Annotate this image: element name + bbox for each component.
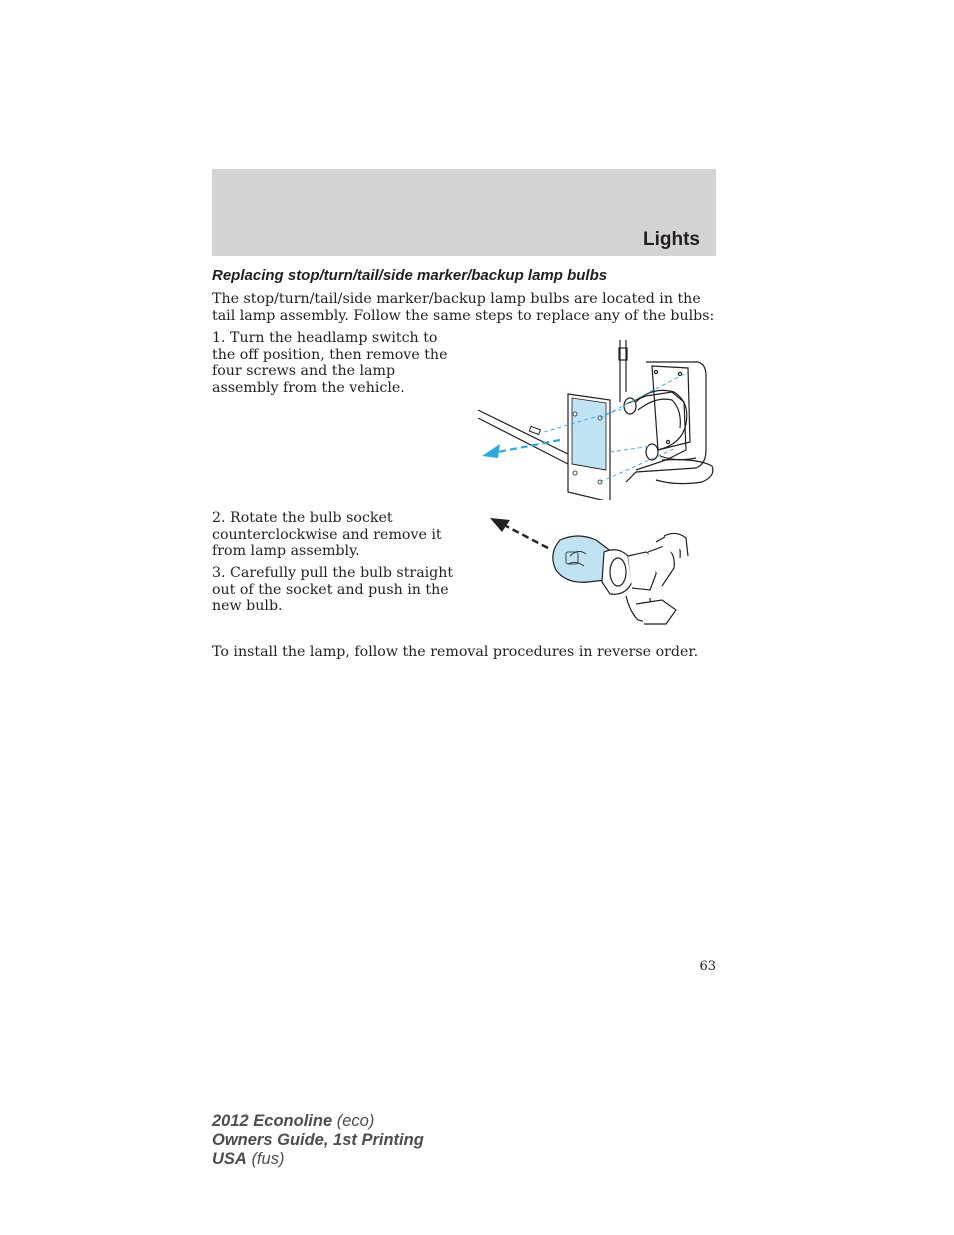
- footer-model-code: (eco): [336, 1112, 375, 1130]
- section-header-band: [212, 169, 716, 256]
- outro-paragraph: To install the lamp, follow the removal procedures in reverse order.: [212, 644, 699, 660]
- socket-icon: [602, 533, 688, 624]
- footer-region: USA: [212, 1150, 247, 1168]
- section-title: Lights: [643, 229, 700, 250]
- footer-imprint: [212, 1112, 424, 1169]
- bulb-removal-illustration: [486, 512, 696, 630]
- footer-region-line: [212, 1150, 424, 1169]
- tail-lamp-removal-illustration: [476, 332, 720, 500]
- lamp-lens: [568, 394, 610, 500]
- intro-paragraph: The stop/turn/tail/side marker/backup lamp bulbs are located in the tail lamp assembly. Follow the same steps to replace any of the bulbs:: [212, 291, 715, 324]
- screw-icon: [529, 426, 540, 434]
- step-3-text: 3. Carefully pull the bulb straight out of the socket and push in the new bulb.: [212, 565, 454, 614]
- removal-arrow-icon: [482, 440, 560, 458]
- subsection-heading: Replacing stop/turn/tail/side marker/backup lamp bulbs: [212, 267, 608, 284]
- footer-model: 2012 Econoline: [212, 1112, 333, 1130]
- pull-direction-arrow-icon: [490, 518, 548, 548]
- footer-region-code: (fus): [251, 1150, 285, 1168]
- footer-model-line: [212, 1112, 424, 1131]
- page-number: 63: [699, 959, 716, 974]
- step-1-text: 1. Turn the headlamp switch to the off position, then remove the four screws and the lamp assembly from the vehicle.: [212, 330, 448, 396]
- step-2-text: 2. Rotate the bulb socket counterclockwise and remove it from lamp assembly.: [212, 510, 442, 559]
- footer-guide: Owners Guide, 1st Printing: [212, 1131, 424, 1149]
